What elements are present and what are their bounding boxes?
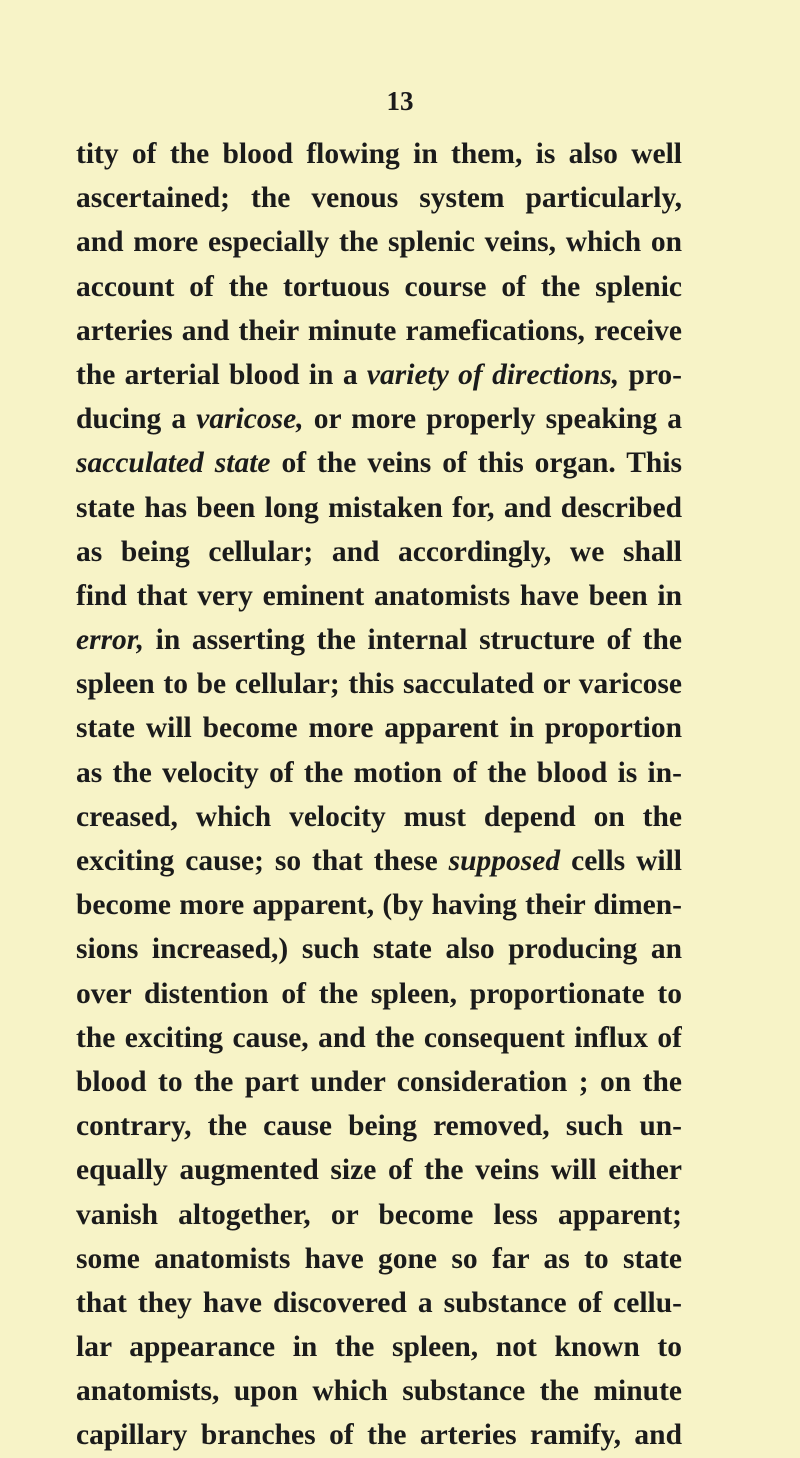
text-line bbox=[76, 441, 682, 485]
italic-emphasis: variety of directions, bbox=[366, 358, 620, 391]
text-line: capillary branches of the arteries ramify, and bbox=[76, 1419, 682, 1452]
text-line: sions increased,) such state also producing an bbox=[76, 933, 682, 966]
text-run: ducing a bbox=[76, 403, 197, 436]
text-line: ascertained; the venous system particularly, bbox=[76, 182, 682, 215]
text-line: equally augmented size of the veins will either bbox=[76, 1154, 682, 1187]
text-line: and more especially the splenic veins, which on bbox=[76, 226, 682, 259]
text-line bbox=[76, 839, 682, 883]
text-line: as being cellular; and accordingly, we shall bbox=[76, 535, 682, 568]
text-line: some anatomists have gone so far as to state bbox=[76, 1242, 682, 1275]
italic-emphasis: sacculated state bbox=[76, 447, 271, 480]
text-line: contrary, the cause being removed, such un- bbox=[76, 1110, 682, 1143]
text-line: lar appearance in the spleen, not known to bbox=[76, 1331, 682, 1364]
text-line: anatomists, upon which substance the minute bbox=[76, 1375, 682, 1408]
italic-emphasis: varicose, bbox=[196, 403, 304, 436]
text-run: in asserting the internal structure of the bbox=[144, 624, 682, 657]
text-line bbox=[76, 397, 682, 441]
italic-emphasis: error, bbox=[76, 624, 145, 657]
text-line bbox=[76, 353, 682, 397]
text-line: state will become more apparent in proportion bbox=[76, 712, 682, 745]
text-run: exciting cause; so that these bbox=[76, 845, 449, 877]
text-line: vanish altogether, or become less apparent; bbox=[76, 1198, 682, 1231]
text-run: the arterial blood in a bbox=[76, 358, 367, 391]
text-line: become more apparent, (by having their dimen- bbox=[76, 889, 682, 922]
text-line: creased, which velocity must depend on the bbox=[76, 800, 682, 833]
text-line: state has been long mistaken for, and described bbox=[76, 491, 682, 524]
text-run: cells will bbox=[560, 845, 682, 877]
text-line: arteries and their minute ramefications, receive bbox=[76, 314, 682, 347]
text-line: the exciting cause, and the consequent influx of bbox=[76, 1021, 682, 1054]
text-run: pro- bbox=[619, 358, 682, 391]
text-line: spleen to be cellular; this sacculated or varicose bbox=[76, 668, 682, 701]
text-line: as the velocity of the motion of the blood is in- bbox=[76, 756, 682, 789]
text-line bbox=[76, 618, 682, 662]
text-run: or more properly speaking a bbox=[303, 403, 682, 436]
text-line: find that very eminent anatomists have been in bbox=[76, 579, 682, 612]
text-line: that they have discovered a substance of cellu- bbox=[76, 1286, 682, 1319]
text-line: blood to the part under consideration ; on the bbox=[76, 1065, 682, 1098]
page-number: 13 bbox=[386, 86, 414, 116]
text-line: over distention of the spleen, proportionate to bbox=[76, 977, 682, 1010]
text-line: tity of the blood flowing in them, is also well bbox=[76, 138, 682, 170]
italic-emphasis: supposed bbox=[448, 845, 561, 877]
text-line: account of the tortuous course of the splenic bbox=[76, 270, 682, 303]
body-text bbox=[76, 132, 682, 1458]
text-run: of the veins of this organ. This bbox=[270, 447, 682, 480]
